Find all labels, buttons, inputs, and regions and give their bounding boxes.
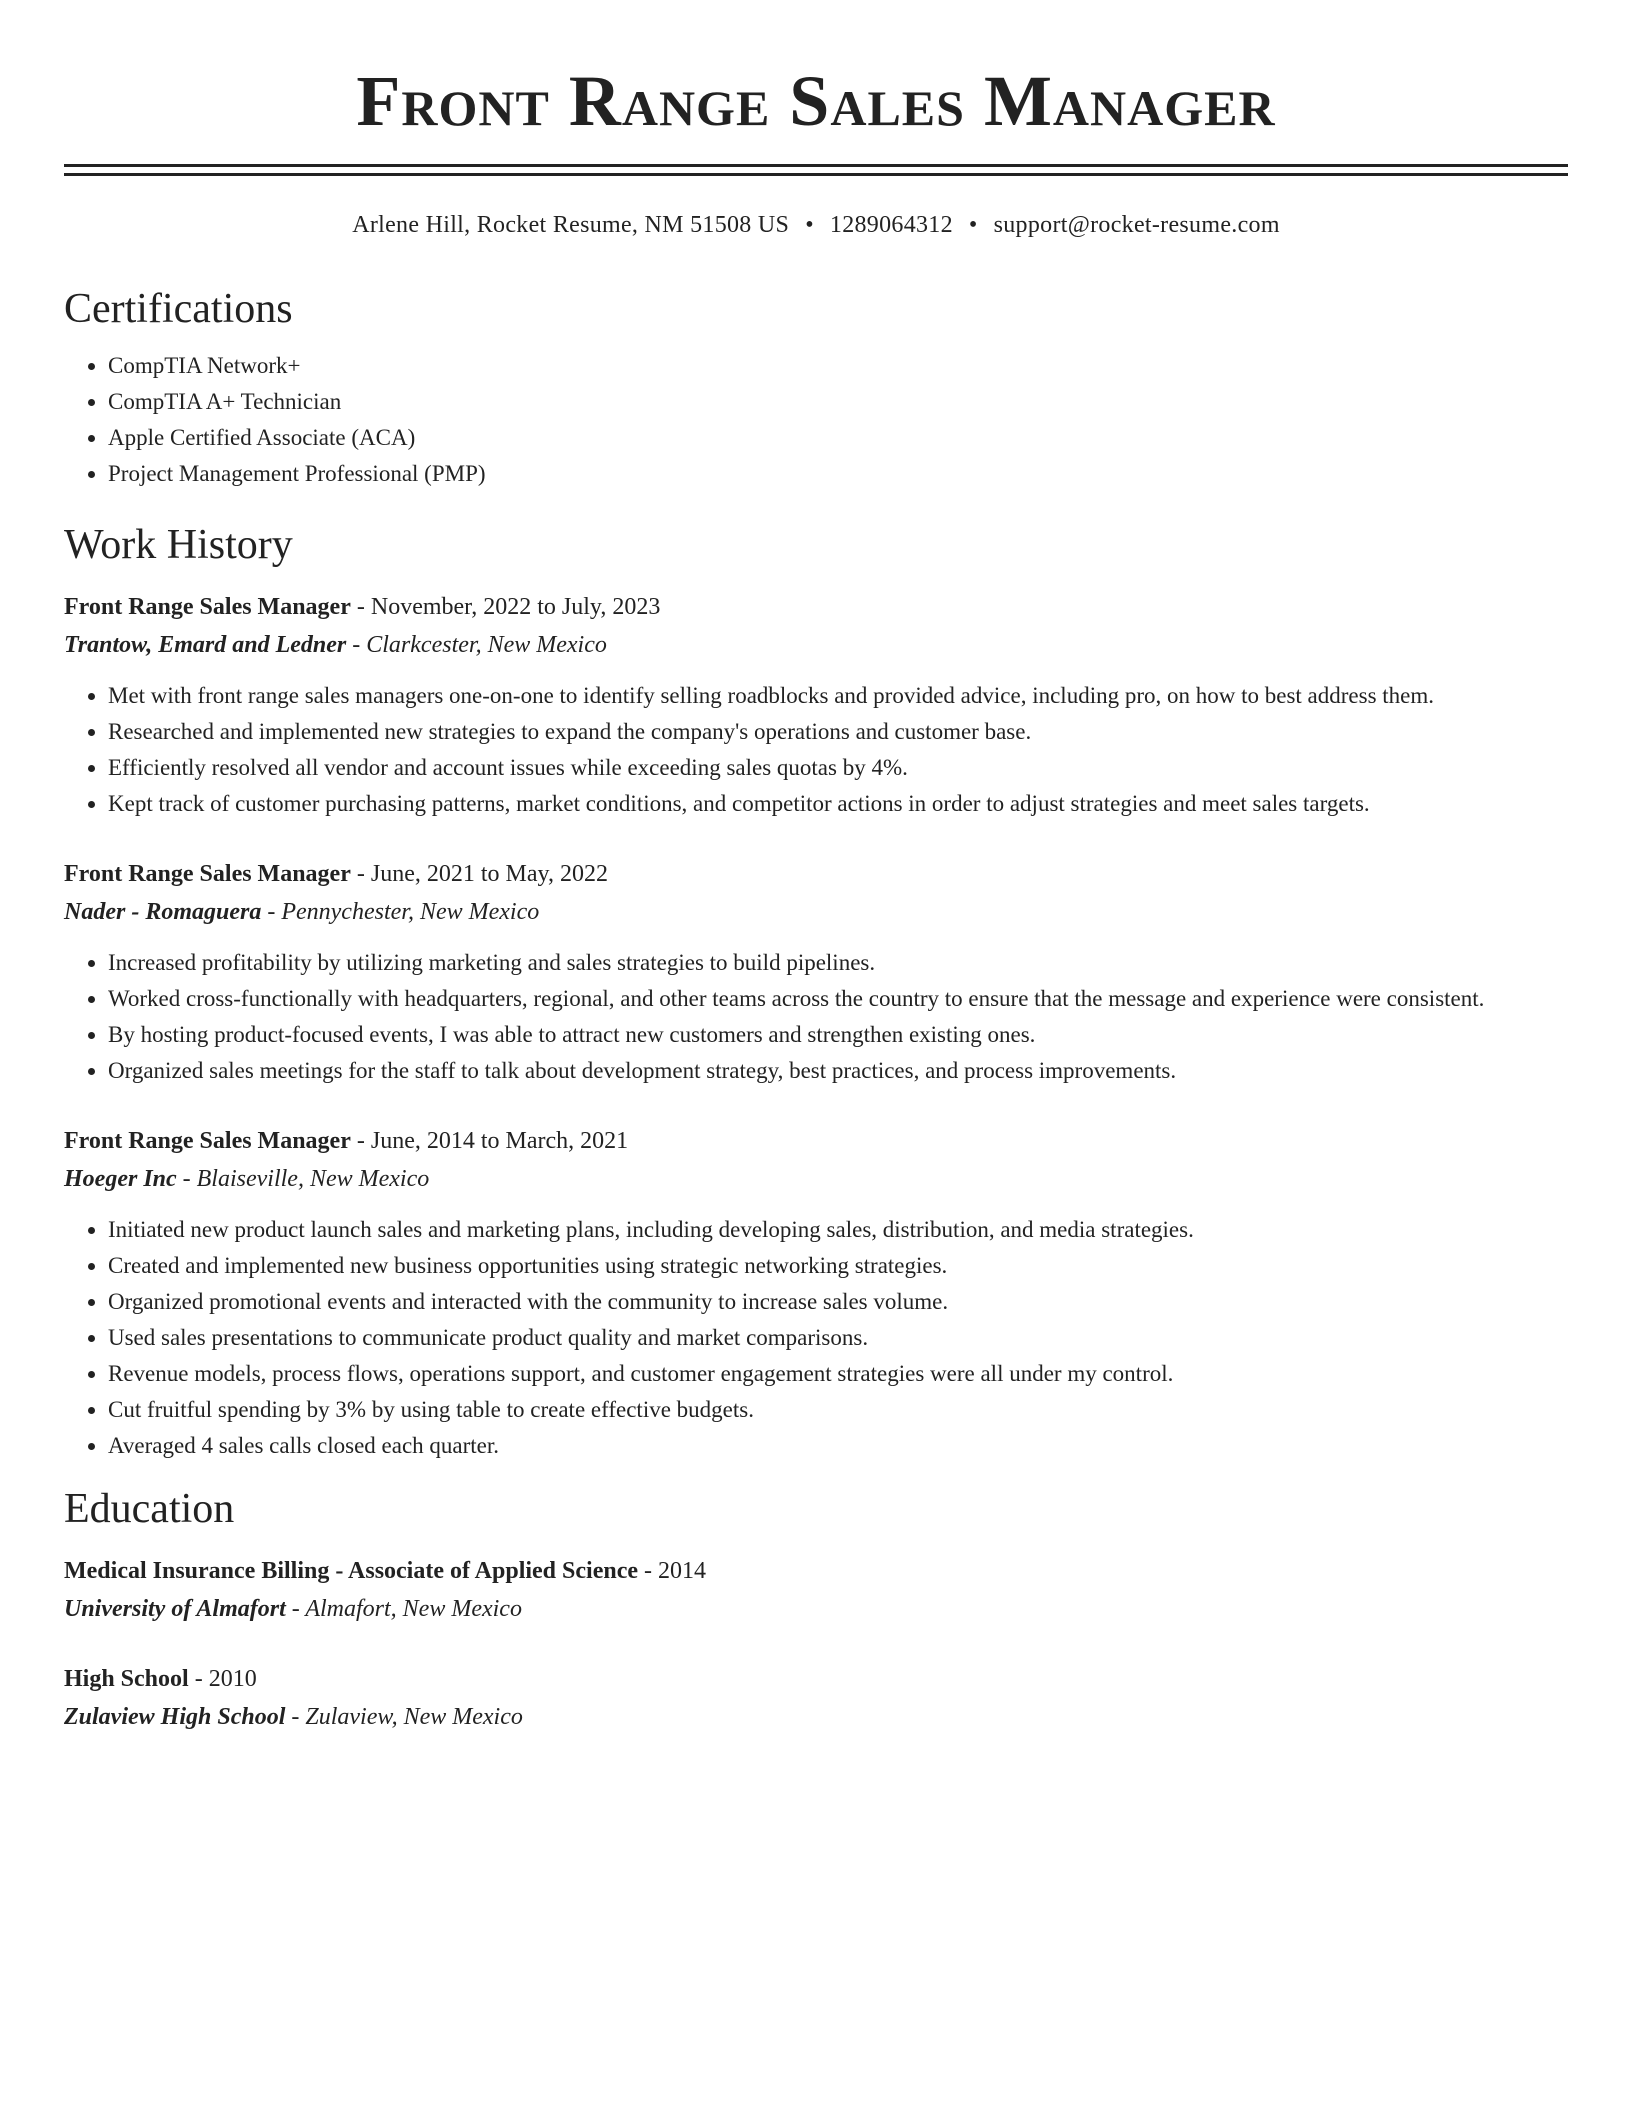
job-company-line xyxy=(64,626,1568,664)
job-title: Front Range Sales Manager xyxy=(64,594,351,620)
job-dates: - November, 2022 to July, 2023 xyxy=(350,594,661,620)
education-heading: Education xyxy=(64,1486,235,1532)
job-entry xyxy=(64,588,1568,822)
contact-line xyxy=(64,210,1568,240)
certifications-heading: Certifications xyxy=(64,286,293,332)
contact-phone: 1289064312 xyxy=(829,212,953,238)
job-bullet: • Used sales presentations to communicate product quality and market comparisons. xyxy=(108,1320,1568,1356)
contact-email: support@rocket-resume.com xyxy=(993,212,1280,238)
job-dates: - June, 2021 to May, 2022 xyxy=(350,861,608,887)
certifications-section xyxy=(64,284,1568,492)
job-location: - Blaiseville, New Mexico xyxy=(176,1166,430,1192)
education-location: - Almafort, New Mexico xyxy=(285,1596,522,1622)
job-company: Nader - Romaguera xyxy=(64,899,262,925)
education-school-line xyxy=(64,1698,1568,1736)
job-bullet: • Organized sales meetings for the staff to talk about development strategy, best practices, and process improvements. xyxy=(108,1053,1568,1089)
job-company: Hoeger Inc xyxy=(64,1166,177,1192)
job-bullet: • Efficiently resolved all vendor and account issues while exceeding sales quotas by 4%. xyxy=(108,750,1568,786)
job-bullet: • Met with front range sales managers one-on-one to identify selling roadblocks and provided advice, including pro, on how to best address them. xyxy=(108,678,1568,714)
education-school: Zulaview High School xyxy=(64,1704,286,1730)
job-bullet: • Created and implemented new business opportunities using strategic networking strategies. xyxy=(108,1248,1568,1284)
job-bullet: • Worked cross-functionally with headquarters, regional, and other teams across the country to ensure that the message and experience were consistent. xyxy=(108,981,1568,1017)
certification-item: • CompTIA A+ Technician xyxy=(108,384,1568,420)
contact-separator: • xyxy=(968,212,978,238)
education-year: - 2014 xyxy=(638,1558,706,1584)
job-bullet: • Initiated new product launch sales and marketing plans, including developing sales, distribution, and media strategies. xyxy=(108,1212,1568,1248)
education-section xyxy=(64,1484,1568,1736)
education-degree: Medical Insurance Billing - Associate of Applied Science xyxy=(64,1558,638,1584)
title-rule-bottom xyxy=(64,173,1568,176)
job-bullets xyxy=(64,1212,1568,1464)
certification-item: • Project Management Professional (PMP) xyxy=(108,456,1568,492)
job-bullet: • Organized promotional events and interacted with the community to increase sales volume. xyxy=(108,1284,1568,1320)
job-entry xyxy=(64,1122,1568,1464)
job-title-line xyxy=(64,1122,1568,1160)
job-bullet: • Researched and implemented new strategies to expand the company's operations and customer base. xyxy=(108,714,1568,750)
job-company-line xyxy=(64,1160,1568,1198)
education-location: - Zulaview, New Mexico xyxy=(285,1704,523,1730)
certifications-list xyxy=(64,348,1568,492)
job-title: Front Range Sales Manager xyxy=(64,1128,351,1154)
job-dates: - June, 2014 to March, 2021 xyxy=(350,1128,629,1154)
job-location: - Pennychester, New Mexico xyxy=(261,899,540,925)
resume-title: Front Range Sales Manager xyxy=(356,61,1276,141)
job-bullets xyxy=(64,945,1568,1089)
job-bullets xyxy=(64,678,1568,822)
job-title-line xyxy=(64,588,1568,626)
contact-separator: • xyxy=(805,212,814,238)
certification-item: • Apple Certified Associate (ACA) xyxy=(108,420,1568,456)
education-year: - 2010 xyxy=(188,1666,257,1692)
certification-item: • CompTIA Network+ xyxy=(108,348,1568,384)
job-title-line xyxy=(64,855,1568,893)
job-bullet: • Increased profitability by utilizing marketing and sales strategies to build pipelines. xyxy=(108,945,1568,981)
job-bullet: • Averaged 4 sales calls closed each quarter. xyxy=(108,1428,1568,1464)
work-history-section xyxy=(64,520,1568,1464)
resume-page xyxy=(64,0,1568,1736)
job-company: Trantow, Emard and Ledner xyxy=(64,632,347,658)
education-degree-line xyxy=(64,1660,1568,1698)
contact-address: Arlene Hill, Rocket Resume, NM 51508 US xyxy=(352,212,790,238)
work-history-heading: Work History xyxy=(64,522,293,568)
job-bullet: • Kept track of customer purchasing patterns, market conditions, and competitor actions in order to adjust strategies and meet sales targets. xyxy=(108,786,1568,822)
education-school: University of Almafort xyxy=(64,1596,286,1622)
job-location: - Clarkcester, New Mexico xyxy=(346,632,607,658)
title-rule-top xyxy=(64,164,1568,167)
education-entry xyxy=(64,1552,1568,1628)
education-entry xyxy=(64,1660,1568,1736)
job-bullet: • Cut fruitful spending by 3% by using table to create effective budgets. xyxy=(108,1392,1568,1428)
job-title: Front Range Sales Manager xyxy=(64,861,351,887)
education-school-line xyxy=(64,1590,1568,1628)
education-degree: High School xyxy=(64,1666,189,1692)
job-entry xyxy=(64,855,1568,1089)
education-degree-line xyxy=(64,1552,1568,1590)
job-company-line xyxy=(64,893,1568,931)
job-bullet: • By hosting product-focused events, I was able to attract new customers and strengthen existing ones. xyxy=(108,1017,1568,1053)
job-bullet: • Revenue models, process flows, operations support, and customer engagement strategies were all under my control. xyxy=(108,1356,1568,1392)
